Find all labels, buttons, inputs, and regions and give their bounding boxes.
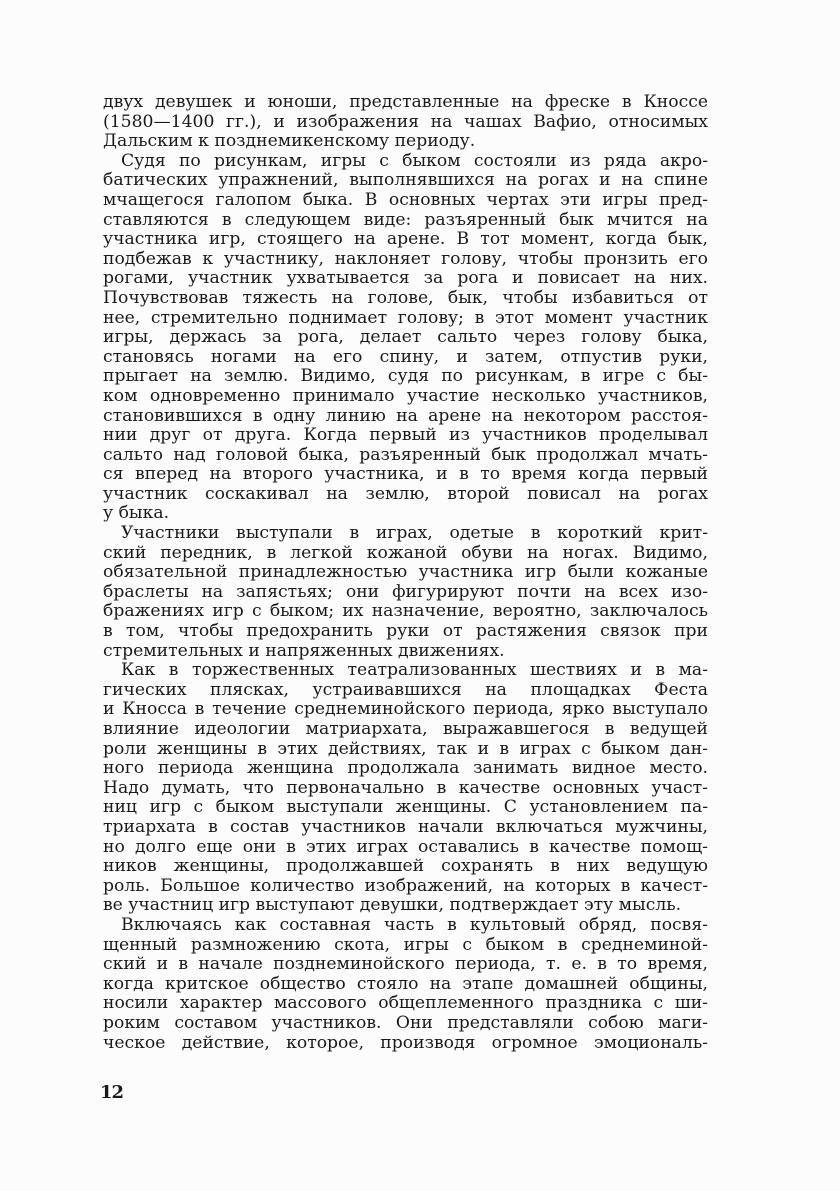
text-line: рогами, участник ухватывается за рога и повисает на них. xyxy=(103,268,708,289)
text-line: ве участниц игр выступают девушки, подтверждает эту мысль. xyxy=(103,895,682,916)
text-line: бражениях игр с быком; их назначение, вероятно, заключалось xyxy=(103,601,708,622)
text-line: Дальским к позднемикенскому периоду. xyxy=(103,131,476,152)
text-line: когда критское общество стояло на этапе домашней общины, xyxy=(103,973,708,994)
page-number: 12 xyxy=(100,1082,124,1103)
text-line: Как в торжественных театрализованных шествиях и в ма- xyxy=(121,660,708,681)
text-line: ся вперед на второго участника, и в то время когда первый xyxy=(103,464,708,485)
text-line: двух девушек и юноши, представленные на фреске в Кноссе xyxy=(103,92,708,112)
text-line: прыгает на землю. Видимо, судя по рисункам, в игре с бы- xyxy=(103,366,708,387)
text-line: ниц игр с быком выступали женщины. С установлением па- xyxy=(103,797,708,818)
text-line: Почувствовав тяжесть на голове, бык, чтобы избавиться от xyxy=(103,287,708,308)
text-line: ский и в начале позднеминойского периода, т. е. в то время, xyxy=(103,954,708,975)
text-line: Надо думать, что первоначально в качестве основных участ- xyxy=(103,777,708,798)
text-line: обязательной принадлежностью участника игр были кожаные xyxy=(103,562,708,583)
text-line: роль. Большое количество изображений, на которых в качест- xyxy=(103,875,708,896)
text-line: мчащегося галопом быка. В основных чертах эти игры пред- xyxy=(103,189,708,210)
text-line: Судя по рисункам, игры с быком состояли из ряда акро- xyxy=(121,150,708,171)
text-line: носили характер массового общеплеменного праздника с ши- xyxy=(103,993,708,1014)
text-line: Участники выступали в играх, одетые в короткий крит- xyxy=(121,523,708,544)
text-line: ческое действие, которое, производя огромное эмоциональ- xyxy=(103,1032,708,1053)
text-line: становившихся в одну линию на арене на некотором расстоя- xyxy=(103,405,708,426)
text-line: ников женщины, продолжавшей сохранять в них ведущую xyxy=(103,856,708,877)
text-line: участника игр, стоящего на арене. В тот момент, когда бык, xyxy=(103,229,708,250)
text-line: нии друг от друга. Когда первый из участников проделывал xyxy=(103,425,708,446)
body-text xyxy=(103,93,708,1053)
text-line: но долго еще они в этих играх оставались в качестве помощ- xyxy=(103,836,708,857)
text-line: щенный размножению скота, игры с быком в среднеминой- xyxy=(103,934,708,955)
text-line: ский передник, в легкой кожаной обуви на ногах. Видимо, xyxy=(103,542,708,563)
text-line: (1580—1400 гг.), и изображения на чашах Вафио, относимых xyxy=(103,111,708,132)
text-line: гических плясках, устраивавшихся на площадках Феста xyxy=(103,679,708,700)
text-line: стремительных и напряженных движениях. xyxy=(103,640,505,661)
text-line: игры, держась за рога, делает сальто через голову быка, xyxy=(103,327,708,348)
text-line: влияние идеологии матриархата, выражавшегося в ведущей xyxy=(103,719,708,739)
text-line: триархата в состав участников начали включаться мужчины, xyxy=(103,816,708,837)
text-line: батических упражнений, выполнявшихся на рогах и на спине xyxy=(103,170,708,191)
text-line: роли женщины в этих действиях, так и в играх с быком дан- xyxy=(103,738,708,759)
text-line: роким составом участников. Они представляли собою маги- xyxy=(103,1012,708,1033)
text-line: в том, чтобы предохранить руки от растяжения связок при xyxy=(103,621,708,642)
text-line: ком одновременно принимало участие несколько участников, xyxy=(103,385,708,406)
text-line: становясь ногами на его спину, и затем, отпустив руки, xyxy=(103,346,708,367)
text-line: ставляются в следующем виде: разъяренный бык мчится на xyxy=(103,209,708,230)
text-line: сальто над головой быка, разъяренный бык продолжал мчать- xyxy=(103,444,708,465)
text-line: нее, стремительно поднимает голову; в этот момент участник xyxy=(103,307,708,328)
text-line: у быка. xyxy=(103,503,170,524)
text-line: ного периода женщина продолжала занимать видное место. xyxy=(103,758,708,779)
text-line: браслеты на запястьях; они фигурируют почти на всех изо- xyxy=(103,581,708,602)
text-line: Включаясь как составная часть в культовый обряд, посвя- xyxy=(121,914,708,935)
text-line: и Кносса в течение среднеминойского периода, ярко выступало xyxy=(103,699,708,720)
text-line: участник соскакивал на землю, второй повисал на рогах xyxy=(103,483,708,504)
text-line: подбежав к участнику, наклоняет голову, чтобы пронзить его xyxy=(103,248,708,269)
